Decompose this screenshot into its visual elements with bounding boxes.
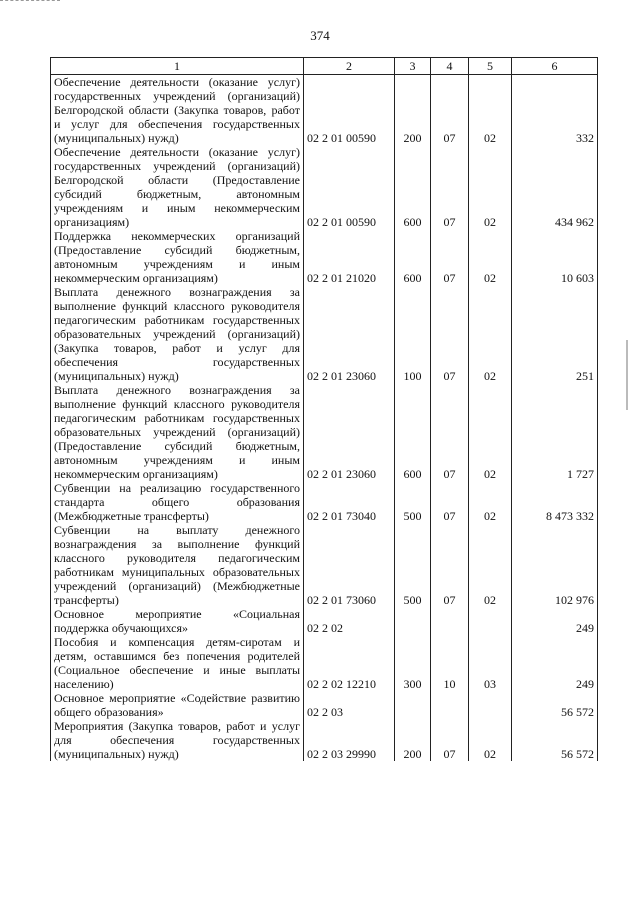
row-description: Пособия и компенсация детям-сиротам и детям, оставшимся без попечения родителей (Социальное обеспечение и иные выплаты населению) (51, 635, 304, 691)
row-col-3 (395, 607, 431, 635)
row-description: Обеспечение деятельности (оказание услуг) государственных учреждений (организаций) Белгородской области (Закупка товаров, работ и услуг для обеспечения государственных (муниципальных) нужд) (51, 75, 304, 146)
row-code: 02 2 01 23060 (304, 285, 395, 383)
row-code: 02 2 01 00590 (304, 75, 395, 146)
row-col-5: 02 (469, 481, 512, 523)
row-col-5: 02 (469, 719, 512, 761)
row-col-4: 07 (431, 481, 469, 523)
row-col-4 (431, 691, 469, 719)
row-col-4: 07 (431, 145, 469, 229)
row-col-5: 02 (469, 285, 512, 383)
header-col-4: 4 (431, 58, 469, 75)
row-amount: 56 572 (512, 719, 598, 761)
row-amount: 249 (512, 635, 598, 691)
header-row (51, 58, 598, 75)
row-col-5: 02 (469, 75, 512, 146)
row-code: 02 2 01 23060 (304, 383, 395, 481)
row-code: 02 2 03 (304, 691, 395, 719)
row-col-3: 600 (395, 229, 431, 285)
row-col-5: 03 (469, 635, 512, 691)
row-amount: 251 (512, 285, 598, 383)
table-row (51, 229, 598, 285)
row-col-3: 100 (395, 285, 431, 383)
row-col-5 (469, 607, 512, 635)
table-row (51, 75, 598, 146)
row-col-4: 10 (431, 635, 469, 691)
row-col-5: 02 (469, 383, 512, 481)
row-description: Мероприятия (Закупка товаров, работ и услуг для обеспечения государственных (муниципальных) нужд) (51, 719, 304, 761)
header-col-5: 5 (469, 58, 512, 75)
header-col-6: 6 (512, 58, 598, 75)
row-col-5: 02 (469, 523, 512, 607)
row-code: 02 2 02 (304, 607, 395, 635)
row-col-3: 600 (395, 383, 431, 481)
row-col-4: 07 (431, 719, 469, 761)
scan-edge-mark (626, 340, 628, 410)
budget-table (50, 57, 598, 761)
scan-smudge (0, 0, 60, 2)
row-col-4: 07 (431, 229, 469, 285)
row-col-4: 07 (431, 75, 469, 146)
row-col-5: 02 (469, 229, 512, 285)
row-description: Основное мероприятие «Содействие развитию общего образования» (51, 691, 304, 719)
row-amount: 10 603 (512, 229, 598, 285)
row-description: Обеспечение деятельности (оказание услуг) государственных учреждений (организаций) Белгородской области (Предоставление субсидий бюджетным, автономным учреждениям и иным некоммерческим организациям) (51, 145, 304, 229)
row-amount: 102 976 (512, 523, 598, 607)
row-col-4: 07 (431, 285, 469, 383)
row-description: Выплата денежного вознаграждения за выполнение функций классного руководителя педагогическим работникам государственных образовательных учреждений (организаций) (Предоставление субсидий бюджетным, автономным учреждениям и иным некоммерческим организациям) (51, 383, 304, 481)
table-row (51, 285, 598, 383)
row-col-4: 07 (431, 383, 469, 481)
row-code: 02 2 01 73060 (304, 523, 395, 607)
table-row (51, 481, 598, 523)
row-description: Поддержка некоммерческих организаций (Предоставление субсидий бюджетным, автономным учреждениям и иным некоммерческим организациям) (51, 229, 304, 285)
header-col-3: 3 (395, 58, 431, 75)
row-col-5 (469, 691, 512, 719)
row-amount: 249 (512, 607, 598, 635)
row-code: 02 2 03 29990 (304, 719, 395, 761)
row-description: Выплата денежного вознаграждения за выполнение функций классного руководителя педагогическим работникам государственных образовательных учреждений (организаций) (Закупка товаров, работ и услуг для обеспечения государственных (муниципальных) нужд) (51, 285, 304, 383)
row-col-3: 500 (395, 523, 431, 607)
row-code: 02 2 01 73040 (304, 481, 395, 523)
row-description: Основное мероприятие «Социальная поддержка обучающихся» (51, 607, 304, 635)
page-number: 374 (310, 28, 330, 43)
row-amount: 1 727 (512, 383, 598, 481)
row-code: 02 2 01 00590 (304, 145, 395, 229)
row-col-5: 02 (469, 145, 512, 229)
table-row (51, 523, 598, 607)
row-code: 02 2 02 12210 (304, 635, 395, 691)
row-col-3: 500 (395, 481, 431, 523)
row-description: Субвенции на реализацию государственного стандарта общего образования (Межбюджетные трансферты) (51, 481, 304, 523)
row-amount: 8 473 332 (512, 481, 598, 523)
row-col-3: 200 (395, 75, 431, 146)
row-amount: 332 (512, 75, 598, 146)
table-row (51, 635, 598, 691)
row-col-4: 07 (431, 523, 469, 607)
table-row (51, 145, 598, 229)
row-col-4 (431, 607, 469, 635)
row-description: Субвенции на выплату денежного вознаграждения за выполнение функций классного руководителя педагогическим работникам муниципальных образовательных учреждений (организаций) (Межбюджетные трансферты) (51, 523, 304, 607)
table-row (51, 691, 598, 719)
row-col-3: 300 (395, 635, 431, 691)
header-col-2: 2 (304, 58, 395, 75)
row-amount: 56 572 (512, 691, 598, 719)
table-row (51, 607, 598, 635)
row-col-3 (395, 691, 431, 719)
row-code: 02 2 01 21020 (304, 229, 395, 285)
row-amount: 434 962 (512, 145, 598, 229)
row-col-3: 600 (395, 145, 431, 229)
header-col-1: 1 (51, 58, 304, 75)
table-row (51, 383, 598, 481)
table-row (51, 719, 598, 761)
row-col-3: 200 (395, 719, 431, 761)
